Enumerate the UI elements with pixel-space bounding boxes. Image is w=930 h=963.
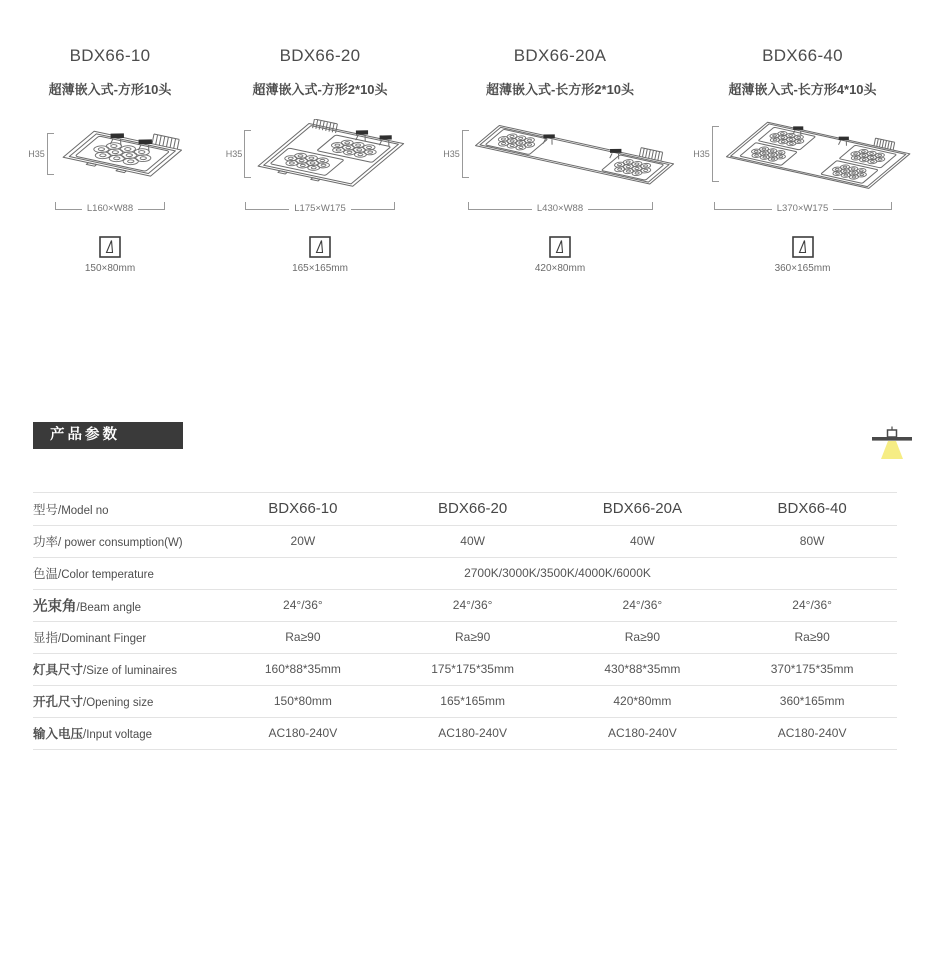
section-banner: 产品参数 (33, 422, 183, 449)
cutout-size-label: 360×165mm (774, 262, 831, 274)
fixture-line-drawing-icon (722, 119, 912, 190)
row-label-power: 功率/ power consumption(W) (33, 535, 183, 549)
cell-value: 150*80mm (273, 694, 332, 708)
model-column-header: BDX66-20A (602, 500, 682, 517)
product-model-name: BDX66-20A (513, 46, 607, 65)
product-card-bdx66-20a (435, 46, 685, 274)
row-label-model: 型号/Model no (33, 502, 109, 517)
product-card-bdx66-10 (15, 46, 205, 274)
cell-value: AC180-240V (438, 726, 507, 740)
fixture-line-drawing-icon (254, 119, 414, 190)
product-model-name: BDX66-40 (762, 46, 843, 65)
height-dimension-label: H35 (693, 149, 710, 159)
length-dimension-label: L175×W175 (294, 203, 346, 214)
model-column-header: BDX66-40 (777, 500, 847, 517)
height-bracket (47, 133, 54, 175)
cutout-size-label: 165×165mm (292, 262, 348, 274)
length-dimension-label: L160×W88 (86, 203, 134, 214)
cell-value: 20W (290, 534, 316, 548)
height-dimension (226, 130, 252, 178)
products-section (0, 0, 930, 274)
table-row-opening-size (33, 685, 897, 717)
cell-value: 40W (460, 534, 485, 548)
product-drawing (28, 112, 192, 196)
length-dimension-label: L430×W88 (536, 203, 584, 214)
product-drawing (693, 112, 912, 196)
cutout-hole-icon (549, 236, 571, 258)
cell-value: 24°/36° (283, 598, 323, 612)
table-row-cri (33, 621, 897, 653)
height-dimension (443, 130, 469, 178)
cell-value: Ra≥90 (285, 630, 321, 644)
row-label-luminaire-size: 灯具尺寸/Size of luminaires (33, 663, 177, 677)
cell-value: Ra≥90 (624, 630, 661, 644)
product-subtitle: 超薄嵌入式-长方形4*10头 (728, 82, 877, 97)
recessed-downlight-beam-icon (868, 426, 916, 462)
product-subtitle: 超薄嵌入式-方形10头 (48, 82, 172, 97)
fixture-line-drawing-icon (57, 124, 192, 184)
product-drawing (226, 112, 415, 196)
row-label-beam-angle: 光束角/Beam angle (33, 598, 142, 615)
product-card-bdx66-40 (685, 46, 920, 274)
length-dimension (468, 200, 653, 214)
cell-value: 175*175*35mm (431, 662, 514, 676)
cell-value: 24°/36° (452, 598, 493, 612)
height-bracket (244, 130, 251, 178)
height-bracket (462, 130, 469, 178)
product-drawing (443, 112, 677, 196)
row-label-input-voltage: 输入电压/Input voltage (33, 727, 153, 741)
cutout-size-label: 150×80mm (84, 262, 136, 274)
model-column-header: BDX66-20 (438, 500, 508, 517)
product-card-bdx66-20 (205, 46, 435, 274)
product-model-name: BDX66-10 (69, 46, 151, 65)
table-row-color-temperature (33, 557, 897, 589)
product-model-name: BDX66-20 (279, 46, 361, 65)
cutout-hole-icon (309, 236, 331, 258)
table-row-power (33, 525, 897, 557)
height-dimension (693, 126, 719, 182)
row-label-opening-size: 开孔尺寸/Opening size (33, 695, 154, 709)
cell-value: 430*88*35mm (604, 662, 681, 676)
height-dimension-label: H35 (225, 149, 243, 159)
cell-value-span: 2700K/3000K/3500K/4000K/6000K (464, 566, 651, 580)
length-dimension (714, 200, 892, 214)
cell-value: 160*88*35mm (264, 662, 341, 676)
cell-value: 24°/36° (622, 598, 663, 612)
cell-value: Ra≥90 (794, 630, 830, 644)
height-bracket (712, 126, 719, 182)
cell-value: Ra≥90 (454, 630, 491, 644)
length-dimension-label: L370×W175 (776, 203, 829, 214)
cutout-hole-icon (99, 236, 121, 258)
cell-value: 165*165mm (440, 694, 505, 708)
cutout-size-label: 420×80mm (534, 262, 586, 274)
model-column-header: BDX66-10 (268, 500, 338, 517)
table-row-input-voltage (33, 717, 897, 750)
fixture-line-drawing-icon (472, 122, 677, 187)
height-dimension (28, 133, 54, 175)
cell-value: 80W (799, 534, 825, 548)
length-dimension (245, 200, 395, 214)
table-row-luminaire-size (33, 653, 897, 685)
height-dimension-label: H35 (443, 149, 460, 159)
cell-value: AC180-240V (268, 726, 338, 740)
section-banner-row (33, 422, 916, 462)
cell-value: 360*165mm (779, 694, 845, 708)
cell-value: 370*175*35mm (770, 662, 854, 676)
product-subtitle: 超薄嵌入式-长方形2*10头 (485, 82, 635, 97)
row-label-cri: 显指/Dominant Finger (33, 631, 147, 645)
cutout-hole-icon (792, 236, 814, 258)
height-dimension-label: H35 (28, 149, 45, 159)
cell-value: 40W (630, 534, 655, 548)
cell-value: AC180-240V (777, 726, 847, 740)
cell-value: AC180-240V (608, 726, 677, 740)
cell-value: 420*80mm (613, 694, 672, 708)
cell-value: 24°/36° (792, 598, 832, 612)
row-label-color-temperature: 色温/Color temperature (33, 567, 154, 581)
table-header-row (33, 492, 897, 525)
product-subtitle: 超薄嵌入式-方形2*10头 (252, 82, 388, 97)
table-row-beam-angle (33, 589, 897, 621)
spec-table (33, 492, 897, 750)
length-dimension (55, 200, 165, 214)
